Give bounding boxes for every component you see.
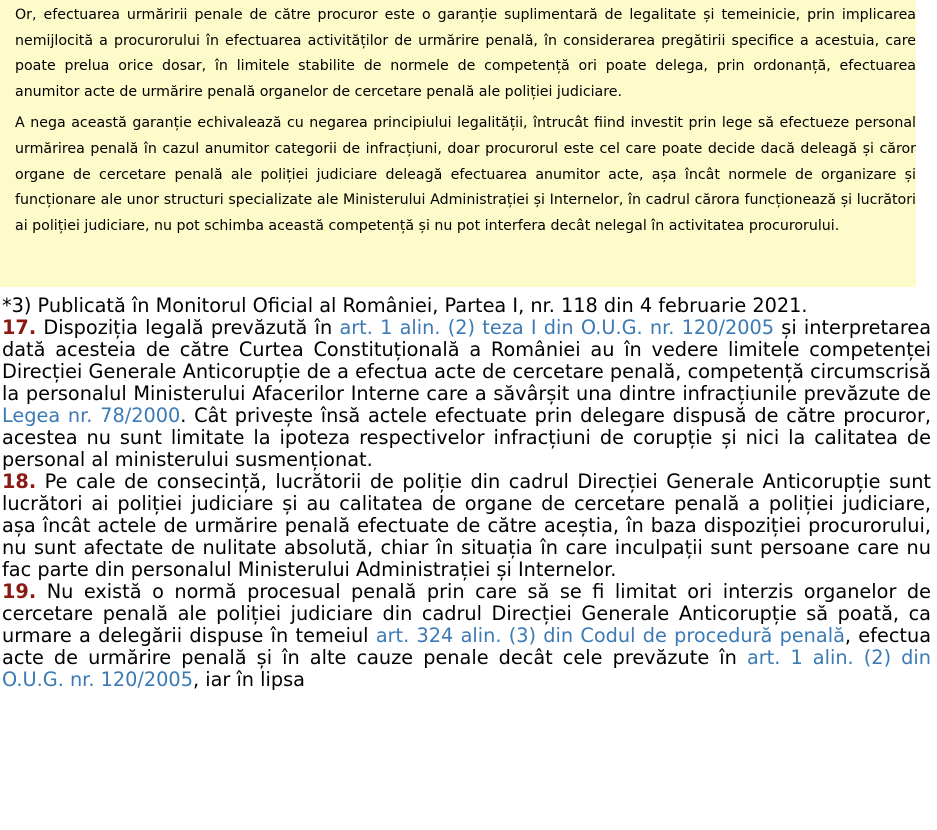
paragraph-18-text: Pe cale de consecință, lucrătorii de poliție din cadrul Direcției Generale Anticorupție sunt lucrători ai poliției judiciare și au calitatea de organe de cercetare penală a poliției judiciare, așa încât actele de urmărire penală efectuate de către aceștia, în baza dispoziției procurorului, nu sunt afectate de nulitate absolută, chiar în situația în care inculpații sunt persoane care nu fac parte din personalul Ministerului Administrației și Internelor. [2, 470, 931, 581]
paragraph-17-text-3: . Cât privește însă actele efectuate prin delegare dispusă de către procuror, acestea nu sunt limitate la ipoteza respectivelor infracțiuni de corupție și nici la calitatea de personal al ministerului susmenționat. [2, 404, 932, 471]
link-oug-120-2005-art-1[interactable]: art. 1 alin. (2) teza I din O.U.G. nr. 120/2005 [339, 316, 775, 339]
paragraph-18 [2, 471, 931, 581]
paragraph-19 [2, 581, 931, 691]
quoted-excerpt [0, 0, 916, 287]
link-cpp-art-324[interactable]: art. 324 alin. (3) din Codul de procedură penală [375, 624, 845, 647]
paragraph-19-text-1: Nu există o normă procesual penală prin care să se fi limitat ori interzis organelor de cercetare penală ale poliției judiciare din cadrul Direcției Generale Anticorupție să poată, ca urmare a delegării dispuse în temeiul [2, 580, 931, 647]
footnote-3: *3) Publicată în Monitorul Oficial al României, Partea I, nr. 118 din 4 februarie 2021. [2, 294, 808, 317]
paragraph-17 [2, 317, 931, 471]
paragraph-number-19: 19. [2, 580, 37, 603]
document-body [2, 295, 931, 691]
paragraph-number-18: 18. [2, 470, 37, 493]
paragraph-number-17: 17. [2, 316, 37, 339]
paragraph-19-text-2: , efectua acte de urmărire penală și în alte cauze penale decât cele prevăzute în [2, 624, 932, 669]
quote-paragraph-2: A nega această garanție echivalează cu negarea principiului legalității, întrucât fiind investit prin lege să efectueze personal urmărirea penală în cazul anumitor categorii de infracțiuni, doar procurorul este cel care poate decide dacă deleagă și căror organe de cercetare penală ale poliției judiciare deleagă efectuarea anumitor acte, așa încât normele de organizare și funcționare ale unor structuri specializate ale Ministerului Administrației și Internelor, în cadrul cărora funcționează și lucrători ai poliției judiciare, nu pot schimba această competență și nu pot interfera decât nelegal în activitatea procurorului. [15, 115, 916, 234]
paragraph-17-text-1: Dispoziția legală prevăzută în [36, 316, 340, 339]
link-oug-120-2005-art-1-alin-2[interactable]: art. 1 alin. (2) din O.U.G. nr. 120/2005 [2, 646, 931, 691]
link-legea-78-2000[interactable]: Legea nr. 78/2000 [2, 404, 181, 427]
paragraph-19-text-3: , iar în lipsa [192, 668, 305, 691]
paragraph-17-text-2: și interpretarea dată acesteia de către Curtea Constituțională a României au în vedere limitele competenței Direcției Generale Anticorupție de a efectua acte de cercetare penală, competență circumscrisă la personalul Ministerului Afacerilor Interne care a săvârșit una dintre infracțiunile prevăzute de [2, 316, 932, 405]
quote-paragraph-1: Or, efectuarea urmăririi penale de către procuror este o garanție suplimentară de legalitate și temeinicie, prin implicarea nemijlocită a procurorului în efectuarea activităților de urmărire penală, în considerarea pregătirii specifice a acestuia, care poate prelua orice dosar, în limitele stabilite de normele de competență ori poate delega, prin ordonanță, efectuarea anumitor acte de urmărire penală organelor de cercetare penală ale poliției judiciare. [15, 7, 916, 100]
